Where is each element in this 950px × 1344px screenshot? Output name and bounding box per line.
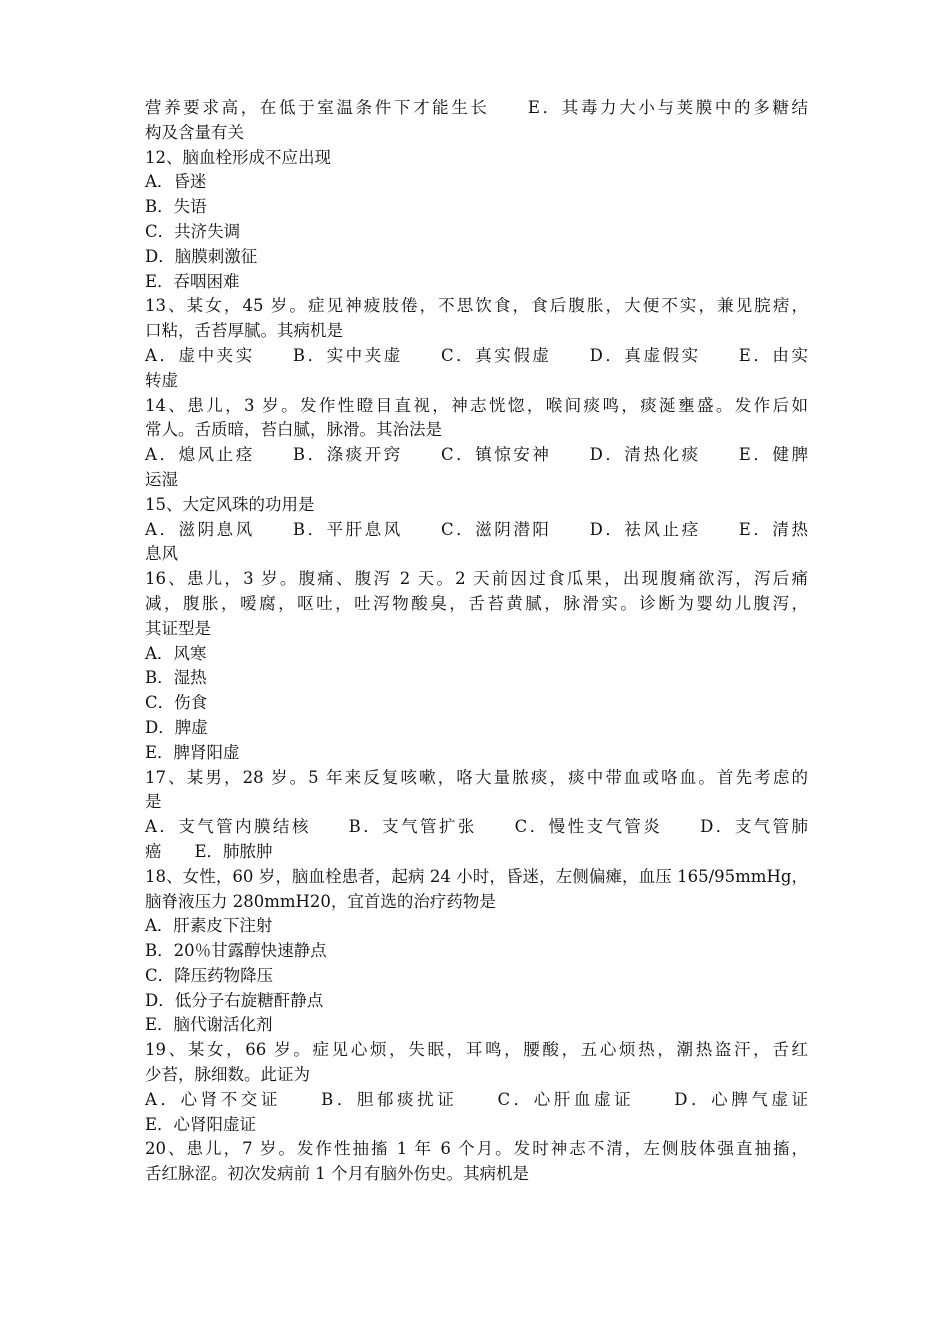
question-stem: 少苔，脉细数。此证为	[145, 1065, 310, 1085]
answer-option: A．肝素皮下注射	[145, 916, 273, 936]
answer-option: E．吞咽困难	[145, 271, 240, 291]
question-stem: 舌红脉涩。初次发病前 1 个月有脑外伤史。其病机是	[145, 1164, 529, 1184]
answer-options-row: A．熄风止痉 B．涤痰开窍 C．镇惊安神 D．清热化痰 E．健脾	[145, 445, 808, 465]
question-stem: 14、患儿，3 岁。发作性瞪目直视，神志恍惚，喉间痰鸣，痰涎壅盛。发作后如	[145, 395, 808, 415]
answer-options-row: 癌 E．肺脓肿	[145, 841, 273, 861]
question-stem: 20、患儿，7 岁。发作性抽搐 1 年 6 个月。发时神志不清，左侧肢体强直抽搐，	[145, 1139, 808, 1159]
answer-option: D．低分子右旋糖酐静点	[145, 990, 324, 1010]
question-stem: 18、女性，60 岁，脑血栓患者，起病 24 小时，昏迷，左侧偏瘫，血压 165/95mmHg，	[145, 866, 808, 886]
document-body	[145, 96, 808, 1187]
answer-option: D．脾虚	[145, 717, 208, 737]
question-stem: 口粘，舌苔厚腻。其病机是	[145, 321, 343, 341]
question-stem: 常人。舌质暗，苔白腻，脉滑。其治法是	[145, 420, 442, 440]
answer-option: D．脑膜刺激征	[145, 246, 258, 266]
question-stem: 16、患儿，3 岁。腹痛、腹泻 2 天。2 天前因过食瓜果，出现腹痛欲泻，泻后痛	[145, 569, 808, 589]
answer-options-row: A．滋阴息风 B．平肝息风 C．滋阴潜阳 D．祛风止痉 E．清热	[145, 519, 808, 539]
answer-option: E．脑代谢活化剂	[145, 1015, 273, 1035]
question-stem: 15、大定风珠的功用是	[145, 494, 315, 514]
question-stem: 其证型是	[145, 618, 211, 638]
answer-option: C．降压药物降压	[145, 965, 274, 985]
answer-option: E．脾肾阳虚	[145, 742, 240, 762]
answer-option: C．伤食	[145, 693, 208, 713]
answer-option: C．共济失调	[145, 221, 241, 241]
question-stem: 脑脊液压力 280mmH20，宜首选的治疗药物是	[145, 891, 496, 911]
answer-options-row: A．支气管内膜结核 B．支气管扩张 C．慢性支气管炎 D．支气管肺	[145, 817, 808, 837]
answer-option: B．湿热	[145, 668, 207, 688]
answer-option: A．昏迷	[145, 172, 207, 192]
answer-option: B．失语	[145, 197, 207, 217]
answer-options-row: 息风	[145, 544, 178, 564]
answer-options-row: E．心肾阳虚证	[145, 1114, 257, 1134]
question-stem: 17、某男，28 岁。5 年来反复咳嗽，咯大量脓痰，痰中带血或咯血。首先考虑的	[145, 767, 808, 787]
question-stem: 是	[145, 792, 162, 812]
answer-option: B．20％甘露醇快速静点	[145, 941, 327, 961]
question-stem: 减，腹胀，嗳腐，呕吐，吐泻物酸臭，舌苔黄腻，脉滑实。诊断为婴幼儿腹泻，	[145, 593, 808, 613]
text-line: 构及含量有关	[145, 122, 244, 142]
answer-options-row: 转虚	[145, 370, 178, 390]
question-stem: 13、某女，45 岁。症见神疲肢倦，不思饮食，食后腹胀，大便不实，兼见脘痞，	[145, 296, 808, 316]
answer-options-row: 运湿	[145, 469, 178, 489]
question-stem: 19、某女，66 岁。症见心烦，失眠，耳鸣，腰酸，五心烦热，潮热盗汗，舌红	[145, 1040, 808, 1060]
answer-options-row: A．虚中夹实 B．实中夹虚 C．真实假虚 D．真虚假实 E．由实	[145, 345, 808, 365]
answer-option: A．风寒	[145, 643, 207, 663]
answer-options-row: A．心肾不交证 B．胆郁痰扰证 C．心肝血虚证 D．心脾气虚证	[145, 1089, 808, 1109]
question-stem: 12、脑血栓形成不应出现	[145, 147, 331, 167]
text-line: 营养要求高，在低于室温条件下才能生长 E．其毒力大小与荚膜中的多糖结	[145, 98, 808, 117]
